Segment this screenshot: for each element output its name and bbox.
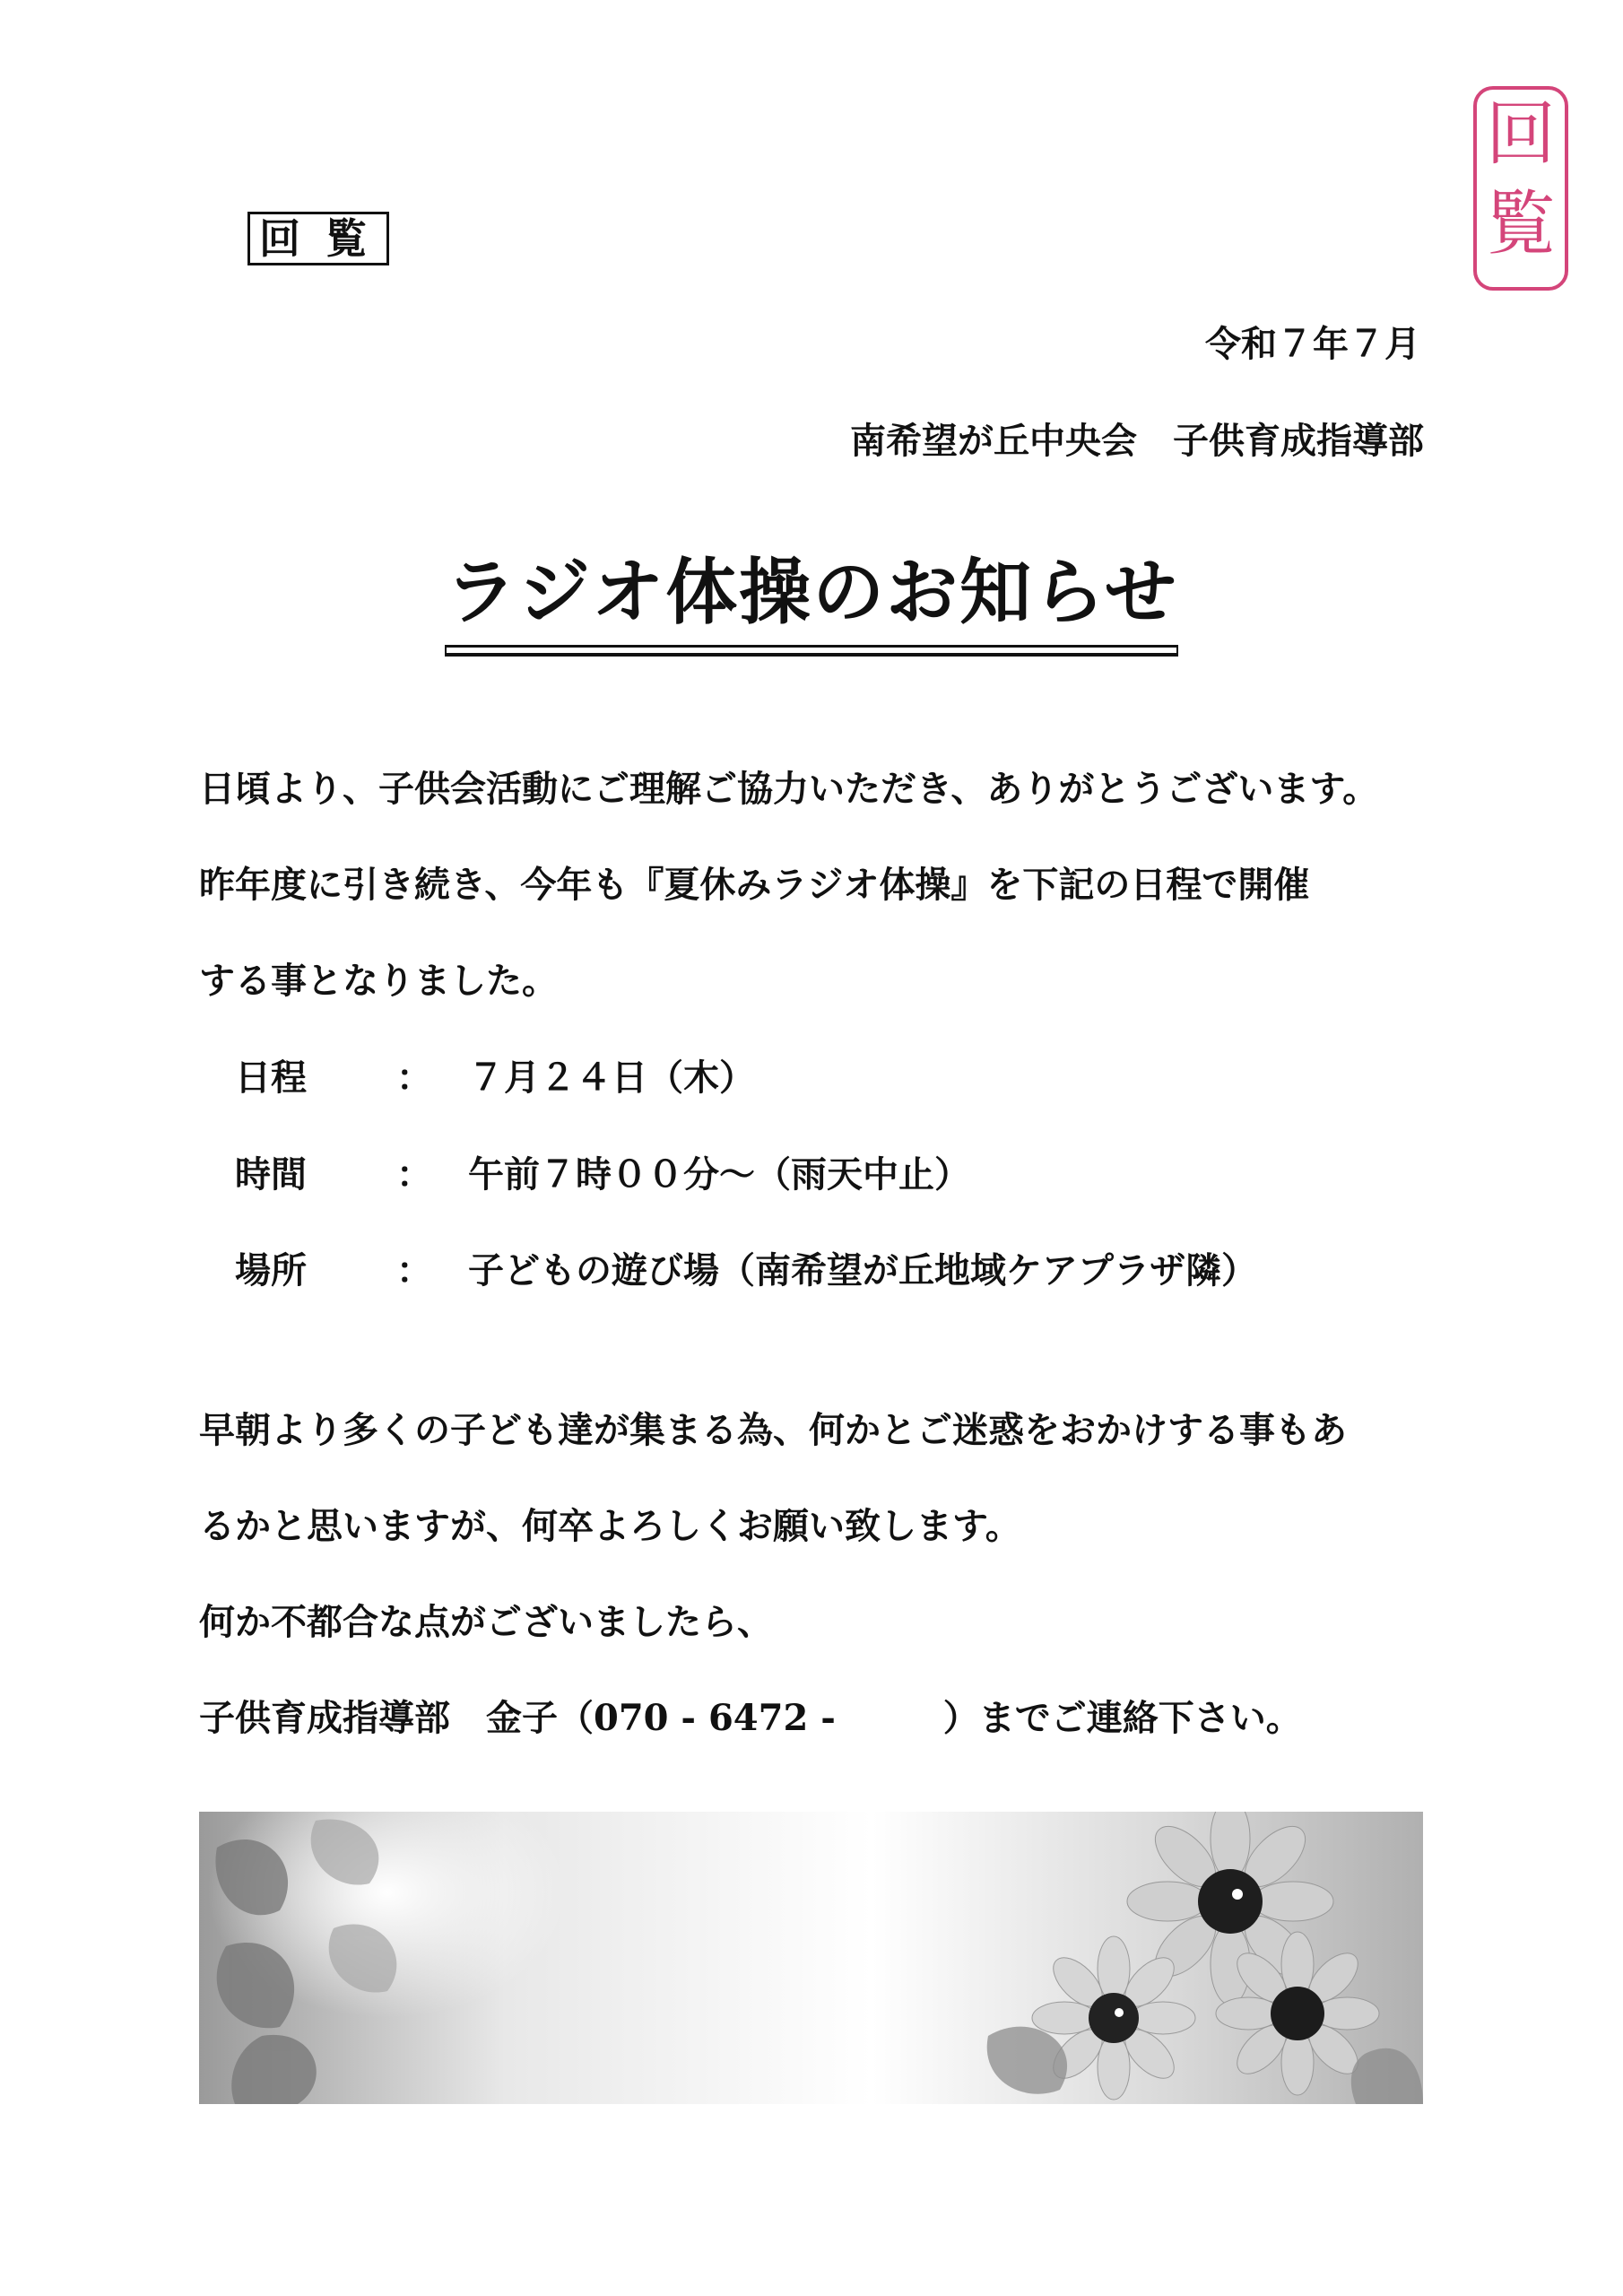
- detail-row-date: [235, 1049, 755, 1100]
- issue-date: 令和７年７月: [1205, 323, 1420, 365]
- detail-label: 場所: [235, 1249, 307, 1292]
- detail-value: ７月２４日（木）: [468, 1057, 755, 1099]
- detail-sep: ：: [396, 1057, 432, 1099]
- stamp-char-2: 覧: [1485, 184, 1556, 265]
- closing-line-1: 早朝より多くの子ども達が集まる為、何かとご迷惑をおかけする事もあ: [199, 1409, 1347, 1451]
- kairan-stamp: [1473, 86, 1568, 291]
- detail-row-time: [235, 1146, 970, 1197]
- detail-sep: ：: [396, 1153, 432, 1196]
- detail-value: 午前７時００分～（雨天中止）: [468, 1153, 970, 1196]
- intro-line-1: 日頃より、子供会活動にご理解ご協力いただき、ありがとうございます。: [199, 768, 1379, 810]
- detail-label: 日程: [235, 1057, 307, 1099]
- title-container: [0, 535, 1623, 648]
- closing-line-4: 子供育成指導部 金子（070 - 6472 - ）までご連絡下さい。: [199, 1697, 1302, 1739]
- detail-value: 子どもの遊び場（南希望が丘地域ケアプラザ隣）: [468, 1249, 1257, 1292]
- stamp-char-1: 回: [1485, 94, 1556, 175]
- document-title: ラジオ体操のお知らせ: [445, 535, 1178, 648]
- kairan-label: 回覧: [247, 212, 389, 265]
- sunflower-banner-image: [199, 1812, 1423, 2104]
- detail-row-place: [235, 1242, 1257, 1293]
- detail-sep: ：: [396, 1249, 432, 1292]
- intro-line-3: する事となりました。: [199, 960, 558, 1002]
- organization: 南希望が丘中央会 子供育成指導部: [850, 420, 1424, 462]
- closing-line-2: るかと思いますが、何卒よろしくお願い致します。: [199, 1505, 1021, 1547]
- intro-line-2: 昨年度に引き続き、今年も『夏休みラジオ体操』を下記の日程で開催: [199, 864, 1310, 906]
- detail-label: 時間: [235, 1153, 307, 1196]
- closing-line-3: 何か不都合な点がございましたら、: [199, 1601, 773, 1643]
